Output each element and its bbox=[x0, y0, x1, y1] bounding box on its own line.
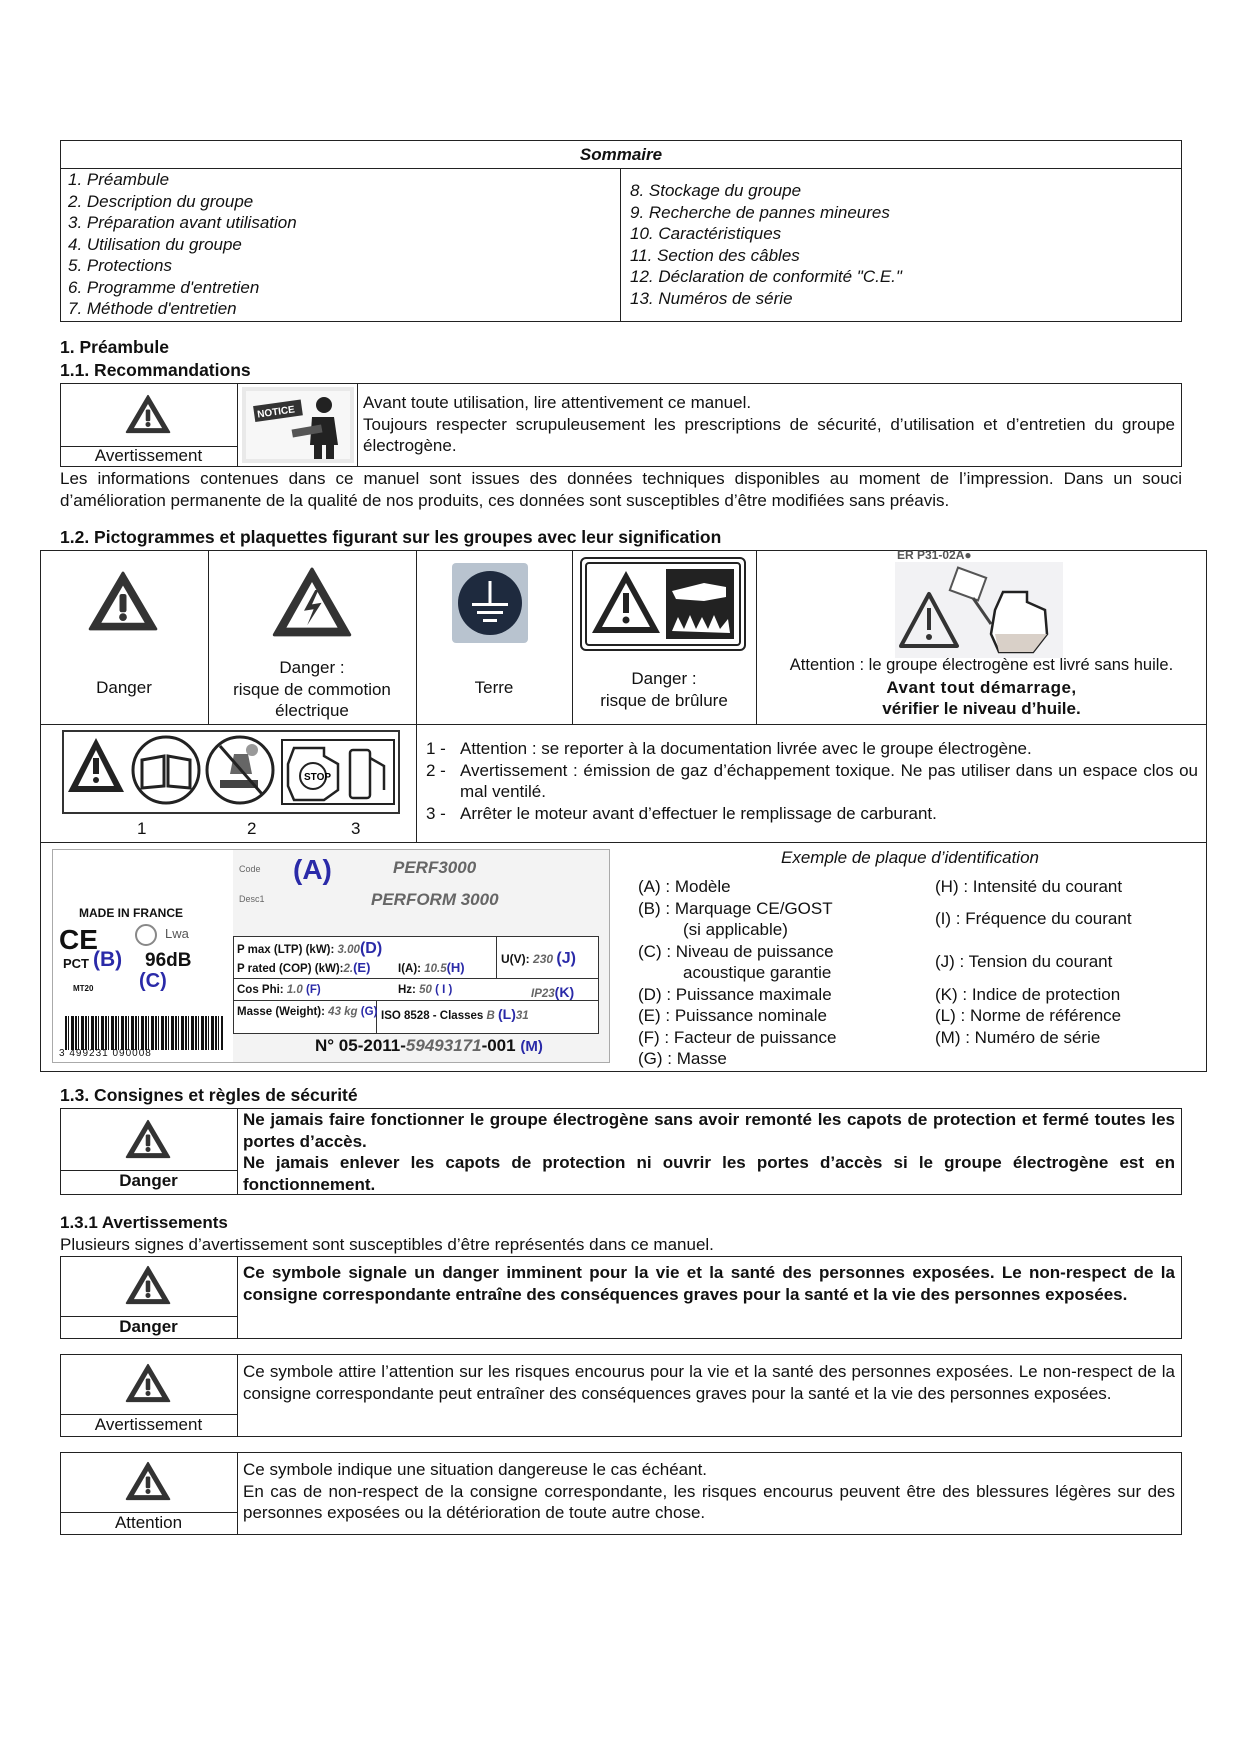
stop-text: STOP bbox=[304, 772, 332, 783]
toc-item[interactable]: 13. Numéros de série bbox=[630, 288, 793, 308]
danger-icon bbox=[125, 1265, 171, 1305]
picto-list: 1 - Attention : se reporter à la documentation livrée avec le groupe électrogène. 2 - Avertissement : émission de gaz d’échappement toxique. Ne pas utiliser dans un espace clos ou mal ventilé. 3 - Arrêter le moteur avant d’effectuer le remplissage de carburant. bbox=[426, 739, 1198, 823]
warning-icon bbox=[125, 394, 171, 434]
burn-hazard-icon bbox=[580, 557, 746, 656]
avertissement-label: Avertissement bbox=[94, 1415, 203, 1434]
attention-label: Attention bbox=[114, 1513, 183, 1532]
toc-item[interactable]: 4. Utilisation du groupe bbox=[68, 234, 242, 254]
toc-item[interactable]: 6. Programme d'entretien bbox=[68, 277, 260, 297]
consigne-text: Ne jamais faire fonctionner le groupe électrogène sans avoir remonté les capots de protection et fermé toutes les portes d’accès. Ne jamais enlever les capots de protection ni ouvrir les portes d’accès si le groupe électrogène est en fonctionnement. bbox=[243, 1110, 1175, 1194]
toc-item[interactable]: 10. Caractéristiques bbox=[630, 224, 782, 243]
read-manual-icon bbox=[242, 387, 354, 468]
danger-text: Ce symbole signale un danger imminent pour la vie et la santé des personnes exposées. Le non-respect de la consigne correspondante entraîne des conséquences graves pour la santé et la vie des personnes exposées. bbox=[243, 1263, 1175, 1304]
sommaire-left bbox=[68, 169, 297, 320]
attention-icon bbox=[125, 1461, 171, 1501]
ground-icon bbox=[452, 563, 528, 648]
toc-item[interactable]: 5. Protections bbox=[68, 256, 172, 275]
oil-code: ER P31-02A● bbox=[897, 548, 972, 562]
burn-label: Danger : risque de brûlure bbox=[600, 669, 728, 710]
attention-text: Ce symbole indique une situation dangereuse le cas échéant. En cas de non-respect de la consigne correspondante, les risques encourus peuvent être des blessures légères sur des personnes exposées ou la détérioration de toute autre chose. bbox=[243, 1460, 1175, 1522]
section-title: 1. Préambule bbox=[60, 337, 169, 357]
danger-icon bbox=[88, 570, 158, 632]
toc-item[interactable]: 3. Préparation avant utilisation bbox=[68, 213, 297, 232]
danger-label: Danger bbox=[119, 1317, 178, 1336]
oil-bold-1: Avant tout démarrage, bbox=[886, 678, 1077, 697]
danger-label: Danger bbox=[119, 1171, 178, 1190]
warning-icon bbox=[125, 1363, 171, 1403]
toc-item[interactable]: 12. Déclaration de conformité "C.E." bbox=[630, 267, 902, 286]
danger-icon bbox=[125, 1119, 171, 1159]
toc-item[interactable]: 7. Méthode d'entretien bbox=[68, 299, 237, 318]
toc-item[interactable]: 9. Recherche de pannes mineures bbox=[630, 202, 890, 222]
plate-title: Exemple de plaque d’identification bbox=[780, 848, 1039, 867]
toc-item[interactable]: 2. Description du groupe bbox=[68, 191, 254, 211]
terre-label: Terre bbox=[474, 678, 514, 697]
toc-item[interactable]: 8. Stockage du groupe bbox=[630, 181, 802, 200]
recommandation-text: Avant toute utilisation, lire attentivement ce manuel. Toujours respecter scrupuleusement les prescriptions de sécurité, d’utilisation et d’entretien du groupe électrogène. bbox=[363, 393, 1175, 455]
subsection-title: 1.3.1 Avertissements bbox=[60, 1213, 228, 1232]
picto-number: 1 bbox=[137, 819, 147, 838]
sommaire-right bbox=[630, 180, 902, 309]
picto-number: 3 bbox=[351, 819, 361, 838]
subsection-title: 1.3. Consignes et règles de sécurité bbox=[60, 1085, 358, 1105]
subsection-title: 1.1. Recommandations bbox=[60, 360, 251, 380]
toc-item[interactable]: 1. Préambule bbox=[68, 170, 170, 189]
combined-pictogram bbox=[62, 730, 400, 819]
identification-plate: Code (A) PERF3000 Desc1 PERFORM 3000 MADE IN FRANCE CE Lwa PCT (B) 96dB (C) MT20 P max (LTP) (kW): 3.00(D) P rated (COP) (kW):2.(E) I(A): 10.5(H) U(V): 230 (J) Cos Phi: 1.0 (F) Hz: 50 ( I ) IP23(K) Masse (Weight): 43 kg (G) ISO 8528 - Classes B (L)31 N° 05-2011-59493171-001 (M) 3 499231 090008 bbox=[52, 849, 610, 1063]
plate-legend-left: (A) : Modèle (B) : Marquage CE/GOST (si applicable) (C) : Niveau de puissance acoustique garantie (D) : Puissance maximale (E) : Puissance nominale (F) : Facteur de puissance (G) : Masse bbox=[638, 877, 837, 1068]
avertissement-text: Ce symbole attire l’attention sur les risques encourus pour la vie et la santé des personnes exposées. Le non-respect de la consigne correspondante peut entraîner des conséquences graves pour la santé et la vie des personnes exposées. bbox=[243, 1362, 1175, 1403]
oil-text: Attention : le groupe électrogène est livré sans huile. bbox=[789, 656, 1174, 674]
picto-number: 2 bbox=[247, 819, 257, 838]
oil-bold-2: vérifier le niveau d’huile. bbox=[882, 699, 1081, 718]
electric-label: Danger : risque de commotion électrique bbox=[233, 658, 391, 720]
toc-item[interactable]: 11. Section des câbles bbox=[630, 245, 800, 265]
barcode bbox=[65, 1016, 223, 1050]
danger-label: Danger bbox=[96, 678, 152, 697]
intro-text: Plusieurs signes d’avertissement sont susceptibles d’être représentés dans ce manuel. bbox=[60, 1235, 714, 1254]
electric-shock-icon bbox=[272, 566, 352, 643]
sommaire-title: Sommaire bbox=[579, 145, 663, 164]
info-paragraph: Les informations contenues dans ce manuel sont issues des données techniques disponibles au moment de l’impression. Dans un souci d’amélioration permanente de la qualité de nos produits, ces données sont susceptibles d’être modifiées sans préavis. bbox=[60, 469, 1182, 510]
oil-warning-icon bbox=[895, 562, 1063, 663]
subsection-title: 1.2. Pictogrammes et plaquettes figurant sur les groupes avec leur signification bbox=[60, 527, 722, 547]
avertissement-label: Avertissement bbox=[94, 446, 203, 465]
manual-sign-text: NOTICE bbox=[256, 404, 296, 421]
